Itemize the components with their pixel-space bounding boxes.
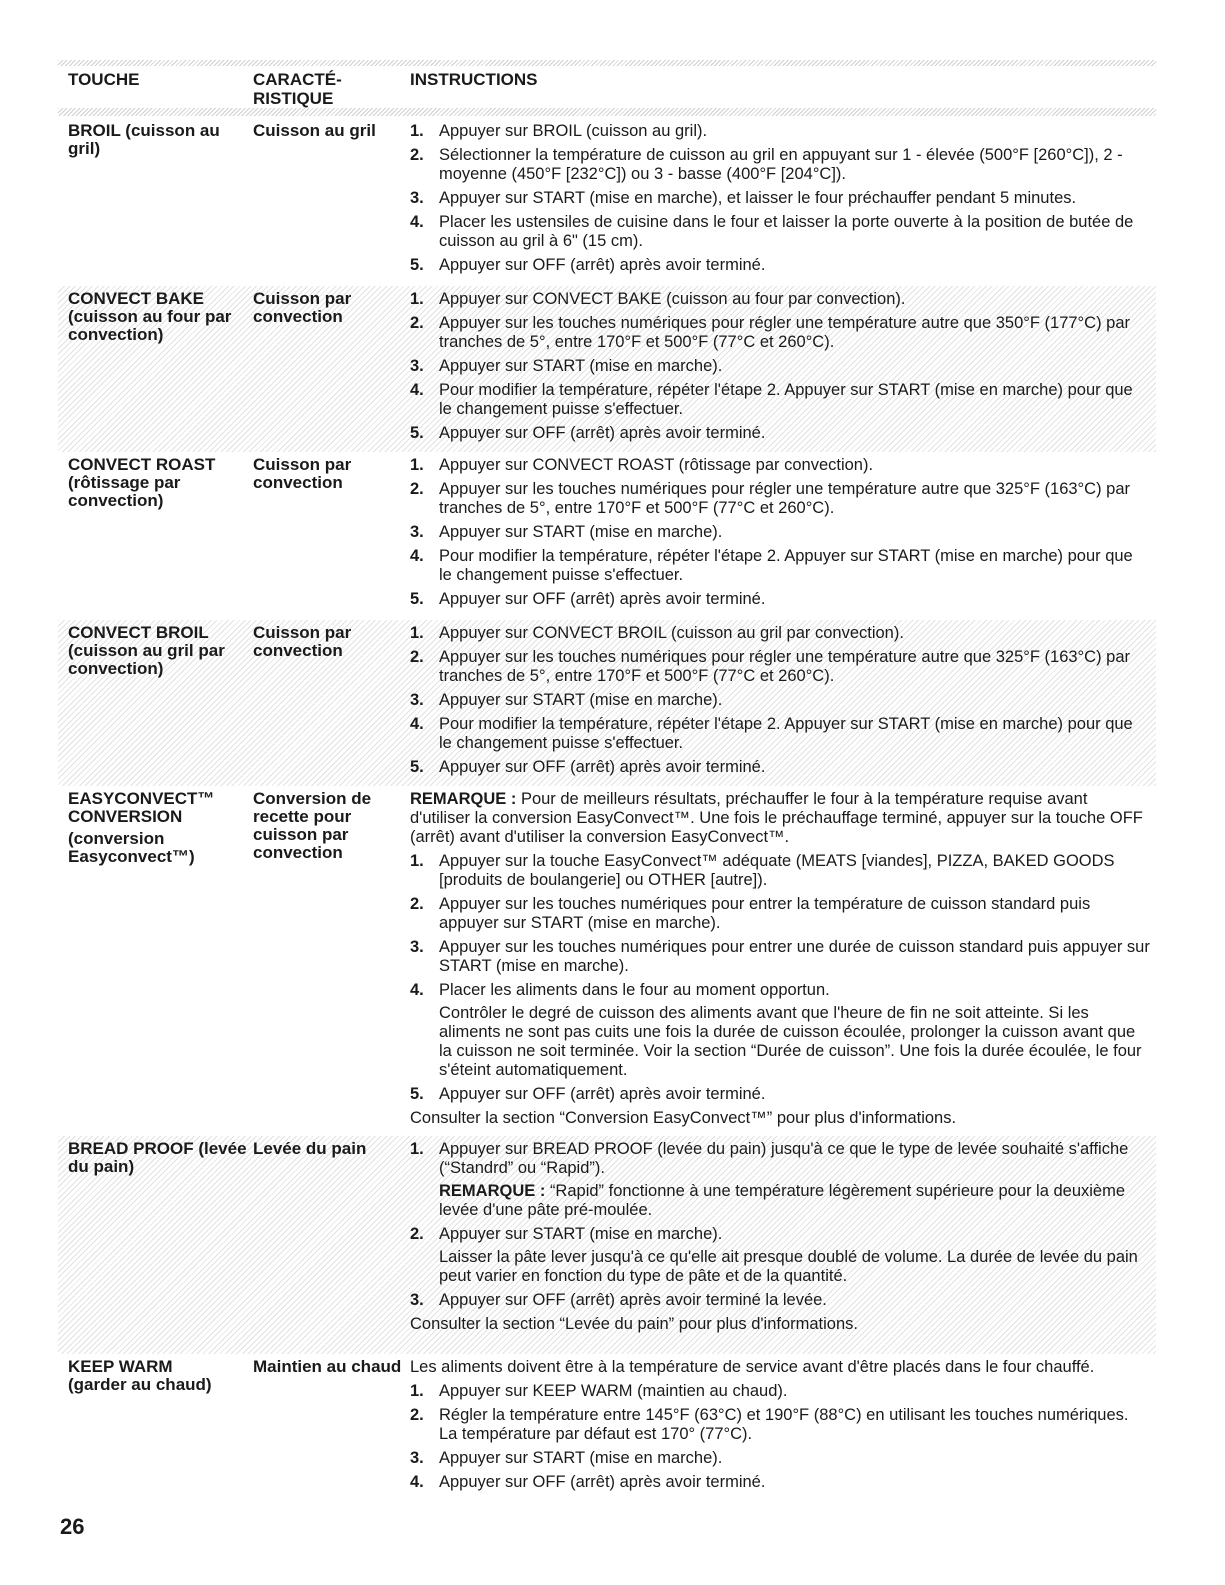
- step-item: 3. Appuyer sur START (mise en marche).: [410, 357, 723, 375]
- step-item: 3. Appuyer sur START (mise en marche).: [410, 523, 723, 541]
- header-instructions: INSTRUCTIONS: [410, 70, 538, 89]
- step-item: 5. Appuyer sur OFF (arrêt) après avoir terminé.: [410, 590, 766, 608]
- step-detail: Contrôler le degré de cuisson des aliments avant que l'heure de fin ne soit atteinte. Si les aliments ne sont pas cuits une fois la durée de cuisson écoulée, prolonger la cuisson avant que la cuisson ne soit terminée. Voir la section “Durée de cuisson”. Une fois la durée écoulée, le four s'éteint automatiquement.: [439, 1004, 1142, 1079]
- page-number: 26: [60, 1514, 85, 1539]
- header-bottom-rule: [58, 108, 1156, 116]
- step-item: 2. Appuyer sur les touches numériques pour régler une température autre que 350°F (177°C) par tranches de 5°, entre 170°F et 500°F (77°C et 260°C).: [410, 314, 1130, 351]
- step-item: 1. Appuyer sur BROIL (cuisson au gril).: [410, 122, 708, 140]
- row-broil: [58, 118, 1156, 286]
- step-item: 1. Appuyer sur la touche EasyConvect™ adéquate (MEATS [viandes], PIZZA, BAKED GOODS [produits de boulangerie] ou OTHER [autre]).: [410, 852, 1115, 889]
- step-item: 5. Appuyer sur OFF (arrêt) après avoir terminé.: [410, 1085, 766, 1103]
- instructions-broil: [410, 122, 1150, 280]
- row-convect-roast: [58, 452, 1156, 620]
- feature-keep-warm: Maintien au chaud: [253, 1357, 402, 1376]
- key-convect-bake: CONVECT BAKE (cuisson au four par convection): [68, 289, 232, 344]
- footer-note: Consulter la section “Conversion EasyConvect™” pour plus d'informations.: [410, 1109, 957, 1127]
- step-note: REMARQUE : “Rapid” fonctionne à une température légèrement supérieure pour la deuxième levée d'une pâte pré-moulée.: [439, 1182, 1126, 1219]
- row-keep-warm: [58, 1354, 1156, 1514]
- feature-convect-roast: Cuisson par convection: [253, 455, 352, 492]
- header-top-rule: [58, 60, 1156, 66]
- step-item: 5. Appuyer sur OFF (arrêt) après avoir terminé.: [410, 424, 766, 442]
- instructions-convect-bake: [410, 290, 1150, 448]
- step-item: 3. Appuyer sur START (mise en marche).: [410, 1449, 723, 1467]
- step-item: 3. Appuyer sur les touches numériques pour entrer une durée de cuisson standard puis appuyer sur START (mise en marche).: [410, 938, 1150, 975]
- note: REMARQUE : Pour de meilleurs résultats, préchauffer le four à la température requise avant d'utiliser la conversion EasyConvect™. Une fois le préchauffage terminé, appuyer sur la touche OFF (arrêt) avant d'utiliser la conversion EasyConvect™.: [410, 790, 1143, 846]
- row-easyconvect: [58, 786, 1156, 1136]
- step-item: 3. Appuyer sur START (mise en marche).: [410, 691, 723, 709]
- step-item: 1. Appuyer sur CONVECT BROIL (cuisson au gril par convection).: [410, 624, 904, 642]
- step-item: 4. Pour modifier la température, répéter l'étape 2. Appuyer sur START (mise en marche) pour que le changement puisse s'effectuer.: [410, 547, 1133, 584]
- key-broil: BROIL (cuisson au gril): [68, 121, 220, 158]
- step-item: 2. Appuyer sur les touches numériques pour régler une température autre que 325°F (163°C) par tranches de 5°, entre 170°F et 500°F (77°C et 260°C).: [410, 480, 1130, 517]
- header-caracteristique: CARACTÉ- RISTIQUE: [253, 70, 342, 108]
- step-item: 2. Appuyer sur les touches numériques pour entrer la température de cuisson standard puis appuyer sur START (mise en marche).: [410, 895, 1091, 932]
- key-convect-broil: CONVECT BROIL (cuisson au gril par convection): [68, 623, 225, 678]
- instructions-convect-roast: [410, 456, 1150, 614]
- feature-broil: Cuisson au gril: [253, 121, 376, 140]
- instructions-keep-warm: [410, 1358, 1150, 1497]
- row-convect-broil: [58, 620, 1156, 786]
- step-item: 2. Sélectionner la température de cuisson au gril en appuyant sur 1 - élevée (500°F [260°C]), 2 - moyenne (450°F [232°C]) ou 3 - basse (400°F [204°C]).: [410, 146, 1123, 183]
- instructions-convect-broil: [410, 624, 1150, 782]
- step-item: 2. Régler la température entre 145°F (63°C) et 190°F (88°C) en utilisant les touches numériques. La température par défaut est 170° (77°C).: [410, 1406, 1129, 1443]
- feature-easyconvect: Conversion de recette pour cuisson par convection: [253, 789, 372, 862]
- step-item: 1. Appuyer sur KEEP WARM (maintien au chaud).: [410, 1382, 788, 1400]
- step-item: 1. Appuyer sur CONVECT ROAST (rôtissage par convection).: [410, 456, 874, 474]
- step-item: 2. Appuyer sur START (mise en marche). Laisser la pâte lever jusqu'à ce qu'elle ait presque doublé de volume. La durée de levée du pain peut varier en fonction du type de pâte et de la quantité.: [410, 1225, 1150, 1286]
- instructions-bread-proof: [410, 1140, 1150, 1339]
- key-convect-roast: CONVECT ROAST (rôtissage par convection): [68, 455, 216, 510]
- feature-convect-broil: Cuisson par convection: [253, 623, 352, 660]
- row-convect-bake: [58, 286, 1156, 452]
- row-bread-proof: [58, 1136, 1156, 1354]
- instructions-easyconvect: [410, 790, 1150, 1133]
- step-detail: Laisser la pâte lever jusqu'à ce qu'elle ait presque doublé de volume. La durée de levée du pain peut varier en fonction du type de pâte et de la quantité.: [439, 1248, 1138, 1285]
- step-item: 4. Pour modifier la température, répéter l'étape 2. Appuyer sur START (mise en marche) pour que le changement puisse s'effectuer.: [410, 715, 1133, 752]
- step-item: 1. Appuyer sur BREAD PROOF (levée du pain) jusqu'à ce que le type de levée souhaité s'affiche (“Standrd” ou “Rapid”). REMARQUE : “Rapid” fonctionne à une température légèrement supérieure pour la deuxième levée d'une pâte pré-moulée.: [410, 1140, 1150, 1220]
- key-keep-warm: KEEP WARM (garder au chaud): [68, 1357, 212, 1394]
- feature-bread-proof: Levée du pain: [253, 1139, 367, 1158]
- key-bread-proof: BREAD PROOF (levée du pain): [68, 1139, 247, 1176]
- step-item: 4. Placer les ustensiles de cuisine dans le four et laisser la porte ouverte à la position de butée de cuisson au gril à 6" (15 cm).: [410, 213, 1134, 250]
- feature-convect-bake: Cuisson par convection: [253, 289, 352, 326]
- intro: Les aliments doivent être à la température de service avant d'être placés dans le four chauffé.: [410, 1358, 1095, 1376]
- header-touche: TOUCHE: [68, 70, 140, 89]
- step-item: 4. Pour modifier la température, répéter l'étape 2. Appuyer sur START (mise en marche) pour que le changement puisse s'effectuer.: [410, 381, 1133, 418]
- step-item: 5. Appuyer sur OFF (arrêt) après avoir terminé.: [410, 758, 766, 776]
- step-item: 3. Appuyer sur START (mise en marche), et laisser le four préchauffer pendant 5 minutes.: [410, 189, 1077, 207]
- step-item: 5. Appuyer sur OFF (arrêt) après avoir terminé.: [410, 256, 766, 274]
- footer-note: Consulter la section “Levée du pain” pour plus d'informations.: [410, 1315, 858, 1333]
- step-item: 4. Placer les aliments dans le four au moment opportun. Contrôler le degré de cuisson des aliments avant que l'heure de fin ne soit atteinte. Si les aliments ne sont pas cuits une fois la durée de cuisson écoulée, prolonger la cuisson avant que la cuisson ne soit terminée. Voir la section “Durée de cuisson”. Une fois la durée écoulée, le four s'éteint automatiquement.: [410, 981, 1150, 1080]
- step-item: 2. Appuyer sur les touches numériques pour régler une température autre que 325°F (163°C) par tranches de 5°, entre 170°F et 500°F (77°C et 260°C).: [410, 648, 1130, 685]
- step-item: 4. Appuyer sur OFF (arrêt) après avoir terminé.: [410, 1473, 766, 1491]
- step-item: 3. Appuyer sur OFF (arrêt) après avoir terminé la levée.: [410, 1291, 827, 1309]
- key-easyconvect: EASYCONVECT™ CONVERSION (conversion Easyconvect™): [68, 789, 215, 866]
- step-item: 1. Appuyer sur CONVECT BAKE (cuisson au four par convection).: [410, 290, 906, 308]
